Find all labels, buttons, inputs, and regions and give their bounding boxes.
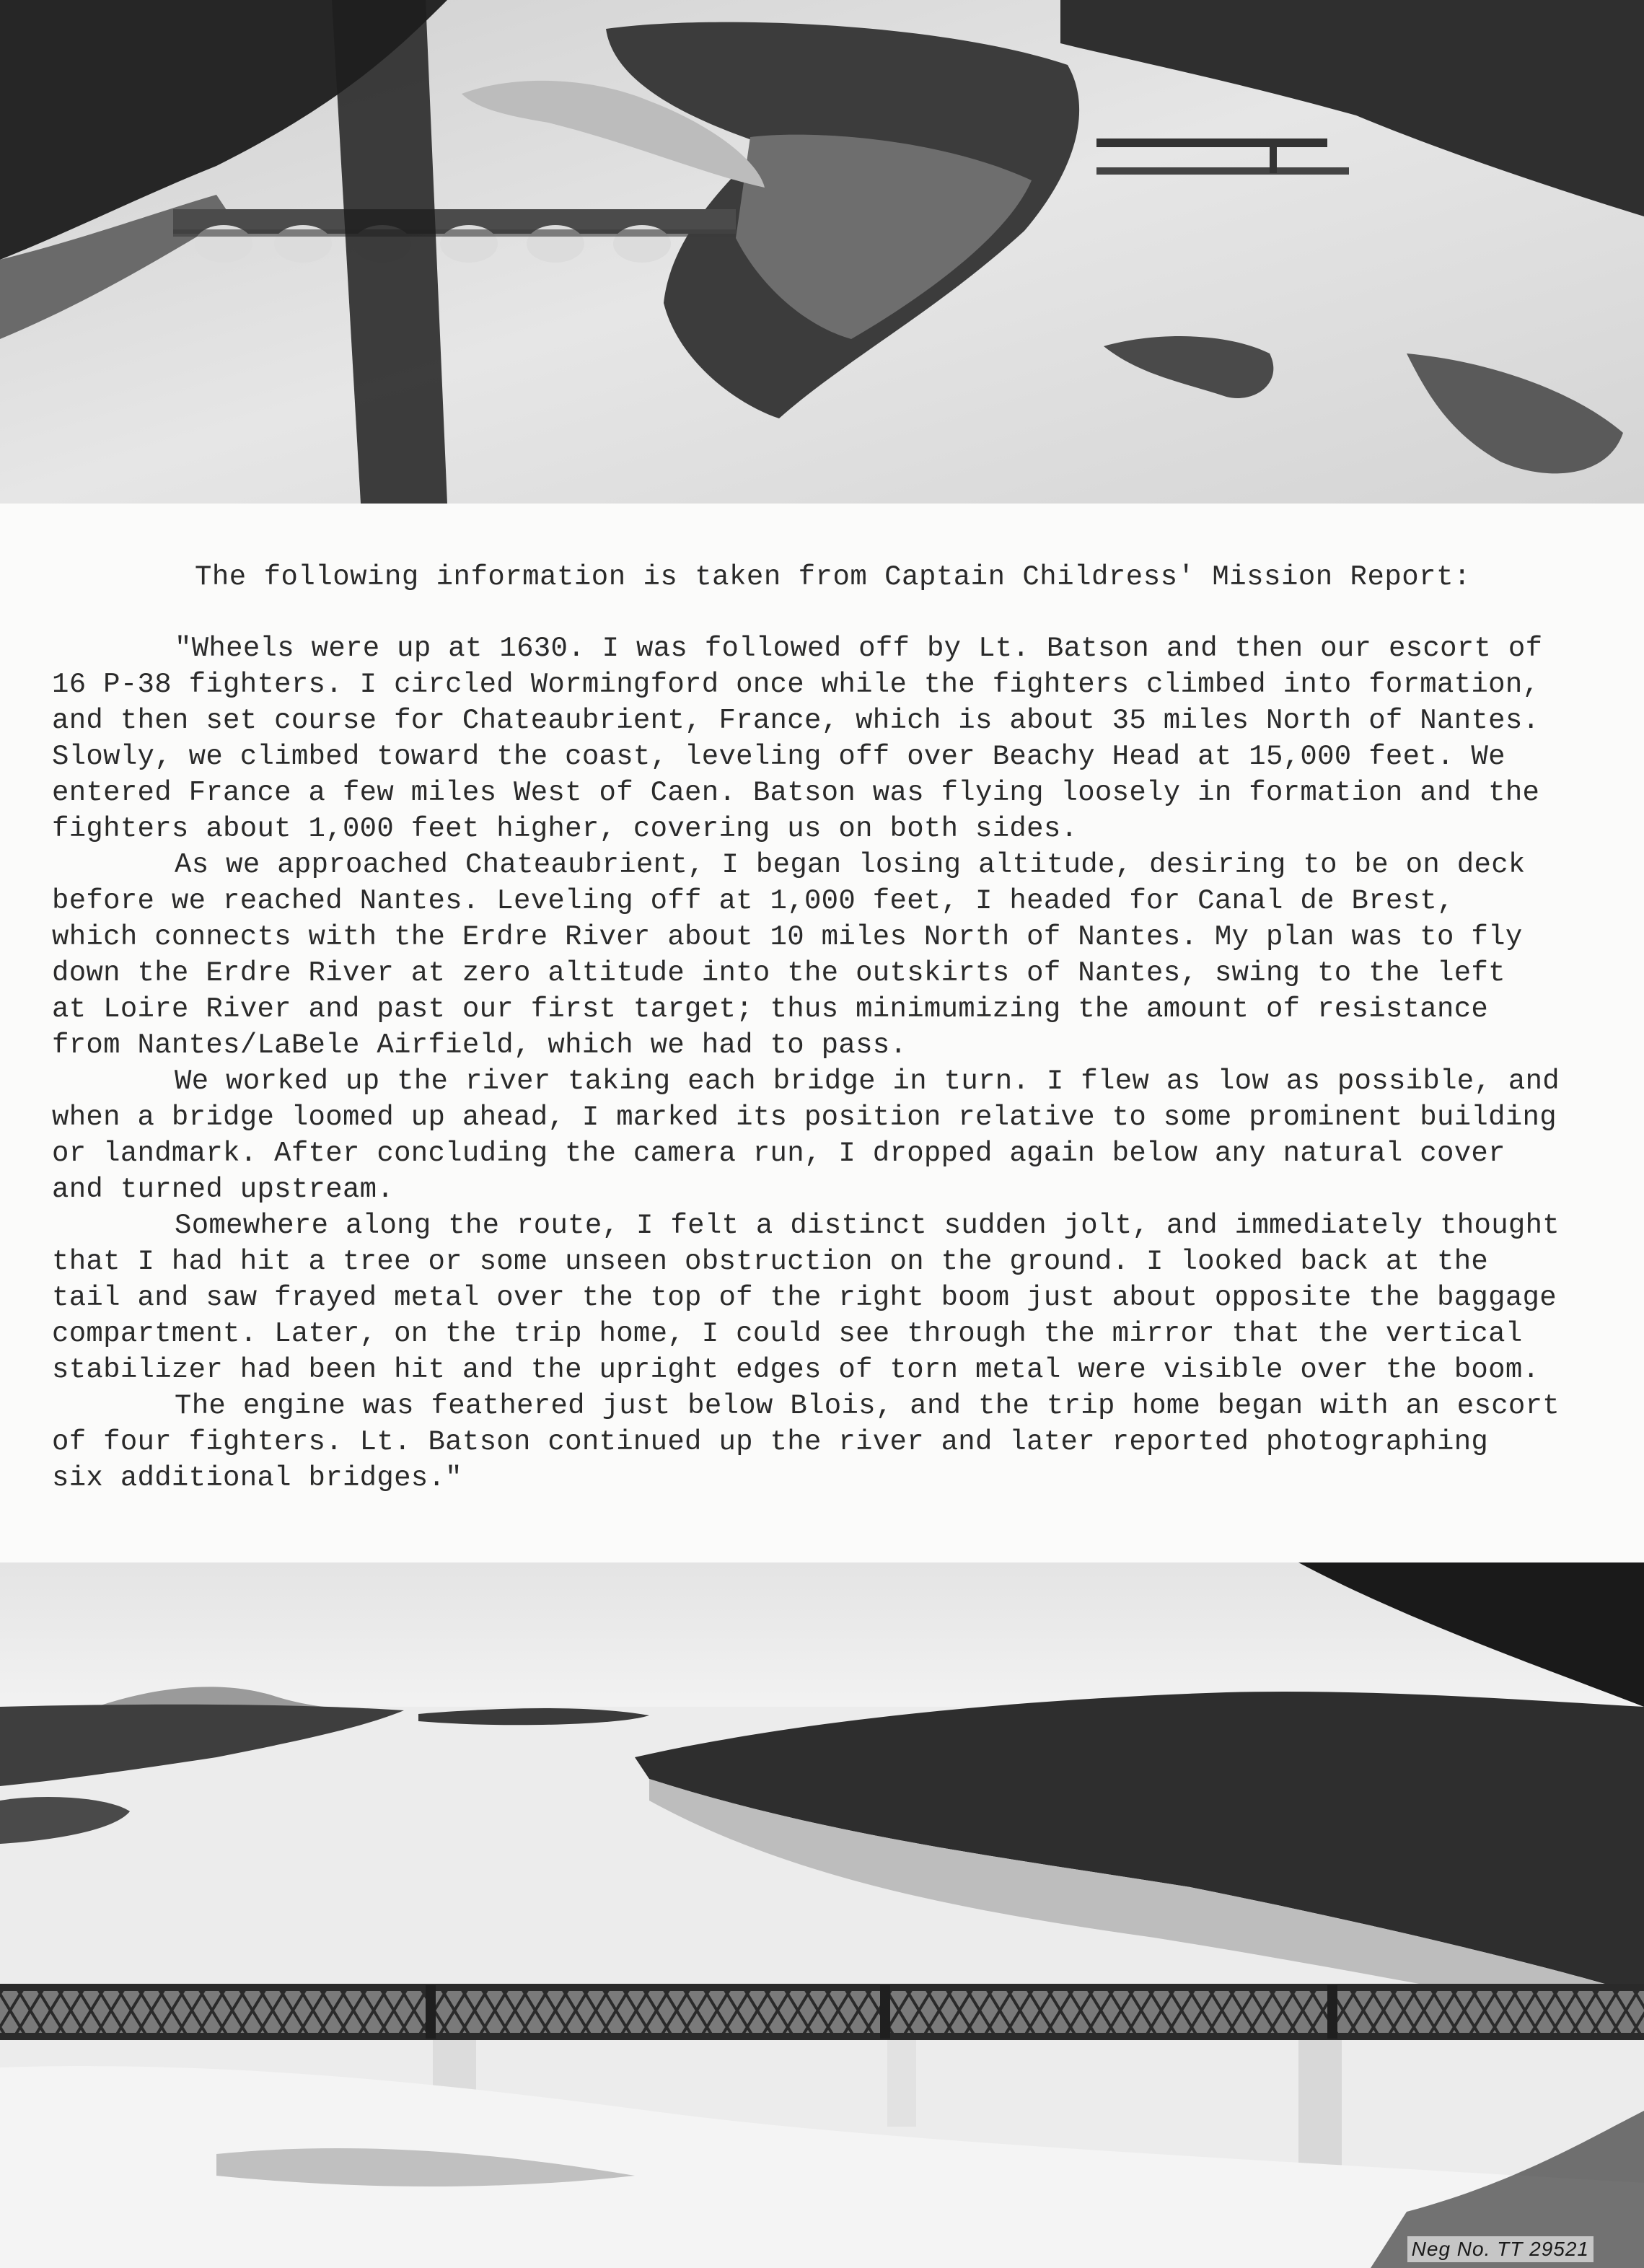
report-line: tail and saw frayed metal over the top of the right boom just about opposite the baggage <box>52 1282 1557 1314</box>
report-line: Somewhere along the route, I felt a distinct sudden jolt, and immediately thought <box>175 1210 1560 1241</box>
report-line: which connects with the Erdre River about 10 miles North of Nantes. My plan was to fly <box>52 921 1523 953</box>
report-line: down the Erdre River at zero altitude into the outskirts of Nantes, swing to the left <box>52 957 1505 989</box>
report-line: The engine was feathered just below Blois, and the trip home began with an escort <box>175 1390 1560 1422</box>
negative-number: Neg No. TT 29521 <box>1407 2236 1594 2262</box>
report-line: of four fighters. Lt. Batson continued up the river and later reported photographing <box>52 1426 1489 1458</box>
report-line: that I had hit a tree or some unseen obstruction on the ground. I looked back at the <box>52 1246 1489 1278</box>
report-paragraph-3 <box>52 1063 1632 1208</box>
report-line: stabilizer had been hit and the upright edges of torn metal were visible over the boom. <box>52 1354 1540 1386</box>
report-line: and then set course for Chateaubrient, France, which is about 35 miles North of Nantes. <box>52 705 1540 737</box>
report-line: and turned upstream. <box>52 1174 395 1205</box>
report-line: We worked up the river taking each bridge in turn. I flew as low as possible, and <box>175 1065 1560 1097</box>
report-line: from Nantes/LaBele Airfield, which we had to pass. <box>52 1029 907 1061</box>
report-line: or landmark. After concluding the camera run, I dropped again below any natural cover <box>52 1138 1505 1169</box>
report-paragraph-2 <box>52 847 1632 1063</box>
aerial-photo-top <box>0 0 1644 504</box>
report-line: entered France a few miles West of Caen. Batson was flying loosely in formation and the <box>52 777 1540 809</box>
mission-report <box>0 504 1644 1562</box>
aerial-photo-bottom <box>0 1562 1644 2268</box>
report-line: before we reached Nantes. Leveling off at 1,000 feet, I headed for Canal de Brest, <box>52 885 1454 917</box>
report-line: As we approached Chateaubrient, I began losing altitude, desiring to be on deck <box>175 849 1526 881</box>
report-line: at Loire River and past our first target; thus minimumizing the amount of resistance <box>52 993 1489 1025</box>
report-line: "Wheels were up at 1630. I was followed off by Lt. Batson and then our escort of <box>175 633 1543 664</box>
report-line: 16 P-38 fighters. I circled Wormingford once while the fighters climbed into formation, <box>52 669 1540 700</box>
report-line: six additional bridges." <box>52 1462 462 1494</box>
report-paragraph-4 <box>52 1208 1632 1388</box>
report-line: fighters about 1,000 feet higher, covering us on both sides. <box>52 813 1078 845</box>
aerial-photo-bottom-image <box>0 1562 1644 2268</box>
aerial-photo-top-image <box>0 0 1644 504</box>
report-line: Slowly, we climbed toward the coast, leveling off over Beachy Head at 15,000 feet. We <box>52 741 1505 773</box>
report-paragraph-5 <box>52 1388 1632 1496</box>
report-heading: The following information is taken from Captain Childress' Mission Report: <box>195 561 1471 593</box>
report-paragraph-1 <box>52 630 1632 847</box>
report-line: compartment. Later, on the trip home, I could see through the mirror that the vertical <box>52 1318 1523 1350</box>
report-line: when a bridge loomed up ahead, I marked its position relative to some prominent building <box>52 1102 1557 1133</box>
